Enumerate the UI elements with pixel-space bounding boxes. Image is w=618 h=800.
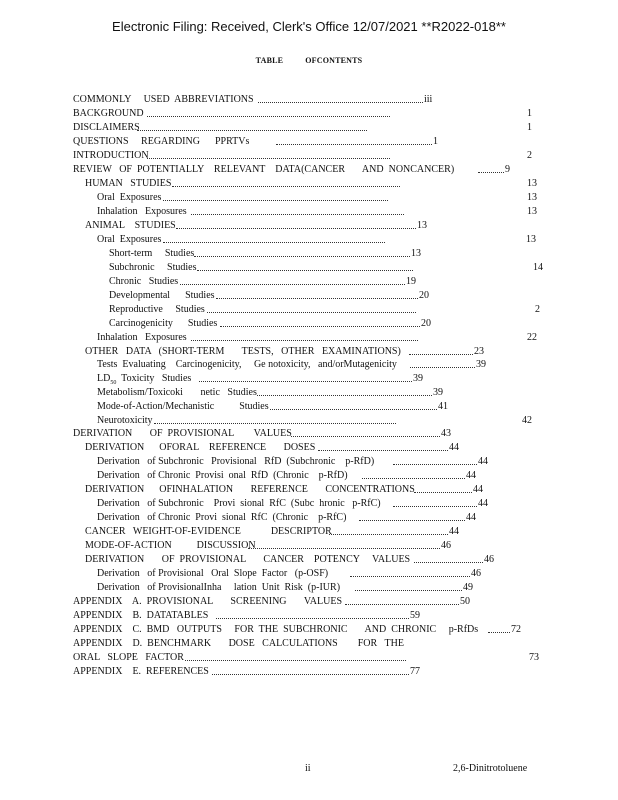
dot-leader: [180, 275, 405, 285]
toc-entry-page-number: 13: [411, 248, 421, 259]
toc-entry-page-number: 49: [463, 582, 473, 593]
dot-leader: [318, 441, 448, 451]
toc-entry-page-number: 46: [484, 554, 494, 565]
dot-leader: [345, 595, 459, 605]
toc-entry[interactable]: [0, 427, 618, 440]
dot-leader: [248, 539, 440, 549]
dot-leader: [276, 135, 432, 145]
dot-leader: [163, 233, 385, 243]
toc-entry[interactable]: [0, 441, 618, 454]
toc-entry[interactable]: [0, 275, 618, 288]
toc-entry-label: Subchronic Studies: [109, 262, 197, 273]
toc-entry[interactable]: [0, 567, 618, 580]
toc-entry[interactable]: [0, 247, 618, 260]
toc-entry-label: Carcinogenicity Studies: [109, 318, 218, 329]
toc-entry-page-number: 46: [471, 568, 481, 579]
toc-entry-label: Derivation of ProvisionalInha lation Unit Risk (p-IUR): [97, 582, 341, 593]
toc-entry-label: DERIVATION OF PROVISIONAL VALUES: [73, 428, 292, 439]
toc-entry[interactable]: [0, 317, 618, 330]
toc-entry-page-number: 20: [419, 290, 429, 301]
toc-entry-page-number: 13: [527, 206, 537, 217]
toc-entry-page-number: 9: [505, 164, 510, 175]
dot-leader: [199, 372, 412, 382]
toc-entry-page-number: 22: [527, 332, 537, 343]
toc-entry-label: INTRODUCTION: [73, 150, 149, 161]
toc-entry-label: APPENDIX D. BENCHMARK DOSE CALCULATIONS FOR THE: [73, 638, 404, 649]
toc-entry-page-number: 19: [406, 276, 416, 287]
dot-leader: [185, 651, 406, 661]
toc-entry[interactable]: [0, 386, 618, 399]
toc-entry-page-number: 41: [438, 401, 448, 412]
dot-leader: [409, 345, 473, 355]
toc-entry-label: BACKGROUND: [73, 108, 144, 119]
toc-entry[interactable]: [0, 121, 618, 134]
toc-entry-label: APPENDIX E. REFERENCES: [73, 666, 209, 677]
toc-entry-page-number: 13: [417, 220, 427, 231]
toc-entry[interactable]: [0, 497, 618, 510]
toc-entry-page-number: 44: [478, 498, 488, 509]
toc-entry-label: Neurotoxicity: [97, 415, 153, 426]
toc-entry[interactable]: [0, 665, 618, 678]
toc-entry-page-number: 14: [533, 262, 543, 273]
toc-title-word-1: TABLE: [255, 56, 284, 65]
toc-entry-label: QUESTIONS REGARDING PPRTVs: [73, 136, 250, 147]
dot-leader: [191, 205, 404, 215]
toc-entry-page-number: 42: [522, 415, 532, 426]
toc-entry-label: ORAL SLOPE FACTOR: [73, 652, 184, 663]
toc-entry-label: MODE-OF-ACTION DISCUSSION: [85, 540, 256, 551]
toc-entry-page-number: 44: [466, 512, 476, 523]
toc-entry-page-number: 1: [527, 108, 532, 119]
toc-entry-page-number: 1: [433, 136, 438, 147]
dot-leader: [137, 121, 367, 131]
toc-entry[interactable]: [0, 177, 618, 190]
toc-entry-label: Short-term Studies: [109, 248, 195, 259]
dot-leader: [216, 609, 409, 619]
toc-entry-label: Inhalation Exposures: [97, 332, 187, 343]
toc-entry-label: APPENDIX A. PROVISIONAL SCREENING VALUES: [73, 596, 343, 607]
dot-leader: [191, 331, 418, 341]
dot-leader: [329, 525, 448, 535]
toc-entry-label: $LD_{50}$ Toxicity Studies: [97, 373, 192, 386]
footer-page-number: ii: [305, 763, 311, 774]
toc-entry[interactable]: [0, 609, 618, 622]
dot-leader: [154, 414, 396, 424]
toc-entry-label: Reproductive Studies: [109, 304, 205, 315]
toc-entry[interactable]: [0, 358, 618, 371]
footer-chemical-name: 2,6-Dinitrotoluene: [453, 763, 528, 774]
toc-entry-label: DERIVATION OFORAL REFERENCE DOSES: [85, 442, 316, 453]
dot-leader: [257, 386, 432, 396]
toc-entry-label: ANIMAL STUDIES: [85, 220, 176, 231]
dot-leader: [197, 261, 413, 271]
toc-entry[interactable]: [0, 372, 618, 385]
toc-entry-page-number: 2: [535, 304, 540, 315]
dot-leader: [163, 191, 388, 201]
toc-entry-label: Oral Exposures: [97, 234, 162, 245]
dot-leader: [393, 497, 477, 507]
dot-leader: [350, 567, 470, 577]
toc-title-word-2: OFCONTENTS: [305, 56, 363, 65]
dot-leader: [362, 469, 465, 479]
toc-entry-label: APPENDIX B. DATATABLES: [73, 610, 209, 621]
toc-entry-page-number: iii: [424, 94, 433, 105]
toc-entry[interactable]: [0, 163, 618, 176]
toc-entry-page-number: 39: [476, 359, 486, 370]
toc-entry[interactable]: [0, 469, 618, 482]
toc-entry-label: DERIVATION OF PROVISIONAL CANCER POTENCY VALUES: [85, 554, 411, 565]
toc-entry[interactable]: [0, 553, 618, 566]
toc-entry-page-number: 44: [466, 470, 476, 481]
toc-entry-label: APPENDIX C. BMD OUTPUTS FOR THE SUBCHRONIC AND CHRONIC p-RfDs: [73, 624, 479, 635]
toc-entry-label: OTHER DATA (SHORT-TERM TESTS, OTHER EXAMINATIONS): [85, 346, 401, 357]
toc-entry-page-number: 39: [433, 387, 443, 398]
toc-entry[interactable]: [0, 637, 618, 650]
toc-entry[interactable]: [0, 511, 618, 524]
toc-entry-label: COMMONLY USED ABBREVIATIONS: [73, 94, 254, 105]
toc-entry-page-number: 2: [527, 150, 532, 161]
toc-entry-page-number: 23: [474, 346, 484, 357]
toc-entry-label: Derivation of Chronic Provisi onal RfD (Chronic p-RfD): [97, 470, 348, 481]
toc-entry-label: REVIEW OF POTENTIALLY RELEVANT DATA(CANCER AND NONCANCER): [73, 164, 455, 175]
toc-entry-label-continued: Toxicity Studies: [116, 373, 192, 384]
dot-leader: [212, 665, 409, 675]
dot-leader: [172, 177, 400, 187]
dot-leader: [414, 483, 472, 493]
toc-entry[interactable]: [0, 205, 618, 218]
toc-entry-page-number: 77: [410, 666, 420, 677]
toc-entry-label: Inhalation Exposures: [97, 206, 187, 217]
dot-leader: [478, 163, 504, 173]
toc-entry[interactable]: [0, 400, 618, 413]
toc-entry-page-number: 50: [460, 596, 470, 607]
dot-leader: [194, 247, 410, 257]
dot-leader: [220, 317, 420, 327]
toc-entry-label: Derivation of Subchronic Provisional RfD (Subchronic p-RfD): [97, 456, 375, 467]
toc-entry-page-number: 46: [441, 540, 451, 551]
toc-entry-label: Metabolism/Toxicoki netic Studies: [97, 387, 257, 398]
toc-entry-label: Derivation of Subchronic Provi sional RfC (Subc hronic p-RfC): [97, 498, 381, 509]
toc-entry-label: HUMAN STUDIES: [85, 178, 172, 189]
toc-entry-page-number: 13: [526, 234, 536, 245]
dot-leader: [147, 149, 390, 159]
toc-entry-page-number: 20: [421, 318, 431, 329]
dot-leader: [258, 93, 423, 103]
toc-entry-label: Derivation of Provisional Oral Slope Factor (p-OSF): [97, 568, 329, 579]
dot-leader: [216, 289, 418, 299]
toc-entry-page-number: 44: [478, 456, 488, 467]
toc-entry-page-number: 44: [473, 484, 483, 495]
dot-leader: [291, 427, 440, 437]
toc-entry[interactable]: [0, 525, 618, 538]
toc-entry[interactable]: [0, 303, 618, 316]
toc-entry[interactable]: [0, 149, 618, 162]
toc-entry[interactable]: [0, 623, 618, 636]
toc-entry-label: Oral Exposures: [97, 192, 162, 203]
dot-leader: [410, 358, 475, 368]
dot-leader: [176, 219, 416, 229]
toc-entry[interactable]: [0, 233, 618, 246]
toc-entry[interactable]: [0, 219, 618, 232]
filing-header: Electronic Filing: Received, Clerk's Office 12/07/2021 **R2022-018**: [112, 19, 506, 34]
toc-entry-label: Tests Evaluating Carcinogenicity, Ge notoxicity, and/orMutagenicity: [97, 359, 397, 370]
toc-entry-label: DERIVATION OFINHALATION REFERENCE CONCENTRATIONS: [85, 484, 415, 495]
dot-leader: [355, 581, 462, 591]
toc-entry-page-number: 1: [527, 122, 532, 133]
toc-entry-page-number: 43: [441, 428, 451, 439]
toc-entry-page-number: 44: [449, 526, 459, 537]
toc-entry-page-number: 39: [413, 373, 423, 384]
toc-entry[interactable]: [0, 345, 618, 358]
toc-entry-label: Mode-of-Action/Mechanistic Studies: [97, 401, 269, 412]
dot-leader: [270, 400, 437, 410]
toc-entry-page-number: 72: [511, 624, 521, 635]
dot-leader: [359, 511, 465, 521]
toc-entry[interactable]: [0, 539, 618, 552]
toc-entry[interactable]: [0, 289, 618, 302]
dot-leader: [207, 303, 416, 313]
dot-leader: [414, 553, 483, 563]
toc-entry-subscript: 50: [110, 380, 117, 386]
toc-entry-label: Chronic Studies: [109, 276, 179, 287]
toc-entry[interactable]: [0, 483, 618, 496]
toc-entry[interactable]: [0, 581, 618, 594]
toc-entry[interactable]: [0, 107, 618, 120]
toc-entry[interactable]: [0, 191, 618, 204]
toc-entry-label: Derivation of Chronic Provi sional RfC (Chronic p-RfC): [97, 512, 347, 523]
toc-entry-label: DISCLAIMERS: [73, 122, 140, 133]
toc-entry[interactable]: [0, 93, 618, 106]
toc-entry[interactable]: [0, 135, 618, 148]
dot-leader: [147, 107, 390, 117]
toc-entry[interactable]: [0, 261, 618, 274]
toc-entry-page-number: 73: [529, 652, 539, 663]
toc-entry-label: CANCER WEIGHT-OF-EVIDENCE DESCRIPTOR: [85, 526, 332, 537]
toc-entry-page-number: 44: [449, 442, 459, 453]
toc-entry-page-number: 13: [527, 178, 537, 189]
toc-entry-page-number: 59: [410, 610, 420, 621]
toc-entry-page-number: 13: [527, 192, 537, 203]
toc-entry[interactable]: [0, 595, 618, 608]
toc-entry[interactable]: [0, 331, 618, 344]
dot-leader: [393, 455, 477, 465]
dot-leader: [488, 623, 510, 633]
toc-entry[interactable]: [0, 455, 618, 468]
toc-entry[interactable]: [0, 651, 618, 664]
toc-entry[interactable]: [0, 414, 618, 427]
toc-entry-label: Developmental Studies: [109, 290, 215, 301]
